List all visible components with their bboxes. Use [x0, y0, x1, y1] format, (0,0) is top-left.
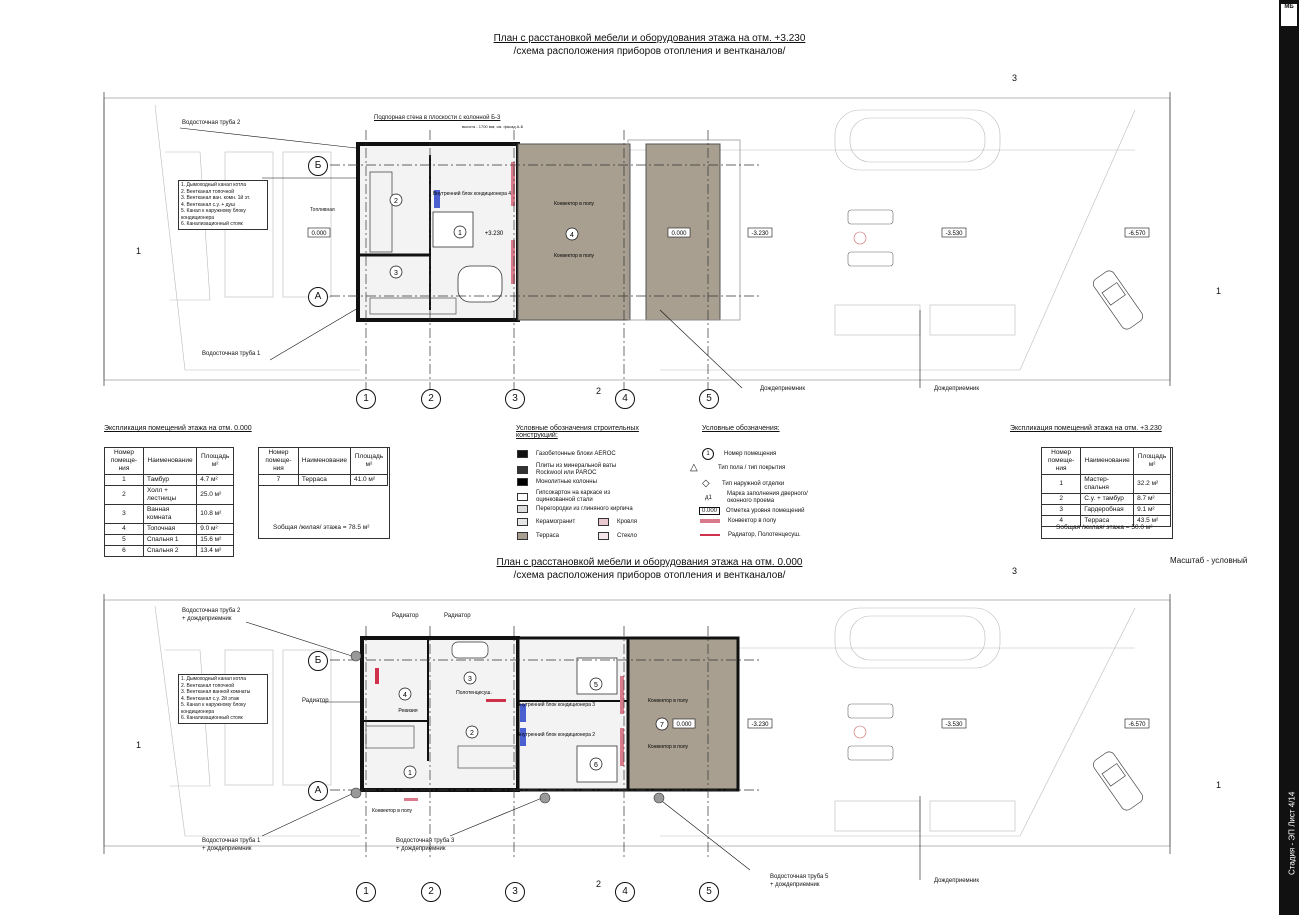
label-radiator-b: Радиатор [444, 613, 471, 619]
sheet-stage: Стадия - ЭП Лист 4/14 [1287, 791, 1296, 875]
vent-list-ground: 1. Дымоходный канал котла 2. Вентканал топочной 3. Вентканал ванной комнаты 4. Вентканал с.у. 2й этаж 5. Канал к наружному блоку кондиционера 6. Канализационный стояк [178, 674, 268, 724]
label-downpipe3: Водосточная труба 3 [396, 838, 455, 844]
axis-4-ground: 4 [615, 882, 635, 902]
legend-item: Газобетонные блоки AEROC [517, 450, 616, 458]
svg-text:-3.230: -3.230 [751, 231, 769, 237]
section-mark-2: 2 [596, 386, 602, 396]
table-row: 6 Спальня 2 13.4 м² [105, 546, 234, 557]
svg-text:2: 2 [470, 730, 474, 737]
label-downpipe2: Водосточная труба 2 [182, 120, 241, 126]
lower-plan-title [0, 556, 1299, 582]
label-downpipe2b-ground: + дождеприемник [182, 616, 232, 622]
svg-text:-6.570: -6.570 [1128, 722, 1146, 728]
section-mark-3-ground: 3 [1012, 566, 1018, 576]
legend-symbol-item: △ Тип пола / тип покрытия [690, 462, 786, 473]
lounger-icons [848, 704, 893, 760]
legend-item: Монолитные колонны [517, 478, 597, 486]
legend-item: Терраса [517, 532, 559, 540]
label-rain-inlet-ground: Дождеприемник [934, 878, 979, 884]
table-row: 3 Ванная комната 10.8 м² [105, 505, 234, 524]
axis-5-upper: 5 [699, 389, 719, 409]
svg-text:Конвектор в полу: Конвектор в полу [371, 808, 413, 814]
room-3: 3 [394, 270, 398, 277]
legend-symbol-item: ◇ Тип наружной отделки [702, 478, 785, 489]
svg-text:-3.530: -3.530 [945, 231, 963, 237]
table-row: 4 Топочная 9.0 м² [105, 524, 234, 535]
table-row: 5 Спальня 1 15.6 м² [105, 535, 234, 546]
table-row: 4 Терраса 43.5 м² [1042, 516, 1171, 527]
axis-2-ground: 2 [421, 882, 441, 902]
label-rain-inlet-b: Дождеприемник [934, 386, 979, 392]
legend-item: Гипсокартон на каркасе из оцинкованной стали [517, 490, 626, 503]
table-ground-extra-box [258, 447, 390, 539]
section-mark-1-right: 1 [1216, 286, 1222, 296]
legend-item: Перегородки из глиняного кирпича [517, 505, 633, 513]
label-rain-inlet-a: Дождеприемник [760, 386, 805, 392]
svg-text:-3.230: -3.230 [751, 722, 769, 728]
label-radiator-a: Радиатор [392, 613, 419, 619]
svg-text:1: 1 [408, 770, 412, 777]
car-icon [1091, 750, 1145, 813]
svg-text:0.000: 0.000 [311, 231, 327, 237]
svg-text:0.000: 0.000 [676, 722, 692, 728]
section-mark-1-ground-left: 1 [136, 740, 142, 750]
section-mark-1-ground-right: 1 [1216, 780, 1222, 790]
svg-text:Внутренний блок кондиционера 2: Внутренний блок кондиционера 2 [516, 732, 596, 738]
label-downpipe5b: + дождеприемник [770, 882, 820, 888]
svg-text:0.000: 0.000 [671, 231, 687, 237]
lower-title-line2: /схема расположения приборов отопления и вентканалов/ [513, 570, 786, 581]
section-mark-3-top: 3 [1012, 73, 1018, 83]
car-icon [1091, 269, 1145, 332]
label-stovepipe: Топливная [310, 207, 335, 213]
room-4: 4 [570, 232, 574, 239]
table-upper: Номер помеще-ния Наименование Площадь м² 1 Мастер-спальня 32.2 м² 2 С.у. + тамбур 8.7 м² 3 Гардеробная 9.1 м² 4 Терраса 43.5 м² [1041, 447, 1171, 527]
table-row: 2 Холл + лестницы 25.0 м² [105, 486, 234, 505]
label-downpipe1: Водосточная труба 1 [202, 351, 261, 357]
table-ground: Номер помеще-ния Наименование Площадь м² 1 Тамбур 4.7 м² 2 Холл + лестницы 25.0 м² 3 Ванная комната 10.8 м² 4 Топочная 9.0 м² 5 Спальня 1 15.6 м² 6 Спальня 2 13.4 м² [104, 447, 234, 557]
upper-plan-title [0, 32, 1299, 58]
table-ground-extra: Номер помеще-ния Наименование Площадь м² 7 Терраса 41.0 м² [258, 447, 388, 486]
axis-5-ground: 5 [699, 882, 719, 902]
axis-4-upper: 4 [615, 389, 635, 409]
lower-title-line1: План с расстановкой мебели и оборудования этажа на отм. 0.000 [496, 557, 803, 568]
upper-title-line2: /схема расположения приборов отопления и вентканалов/ [513, 46, 786, 57]
title-block-strip [1279, 0, 1299, 915]
table-row: 7 Терраса 41.0 м² [259, 475, 388, 486]
company-logo: МБ [1281, 4, 1297, 26]
upper-title-line1: План с расстановкой мебели и оборудования этажа на отм. +3.230 [493, 33, 806, 44]
axis-1-ground: 1 [356, 882, 376, 902]
table-upper-box [1041, 447, 1173, 539]
table-upper-caption: Экспликация помещений этажа на отм. +3.230 [1010, 425, 1162, 432]
label-radiator-c: Радиатор [302, 698, 329, 704]
table-upper-total: Sобщая /жилая/ этажа = 50.0 м² [1056, 524, 1153, 531]
legend-item: Плиты из минеральной ваты Rockwool или PAROC [517, 463, 626, 476]
svg-text:7: 7 [660, 722, 664, 729]
svg-text:Конвектор в полу: Конвектор в полу [647, 744, 689, 750]
svg-text:Конвектор в полу: Конвектор в полу [553, 201, 595, 207]
svg-text:Конвектор в полу: Конвектор в полу [553, 253, 595, 259]
legend-item: Керамогранит [517, 518, 575, 526]
room-2: 1 [458, 230, 462, 237]
legend-item: Стекло [598, 532, 637, 540]
table-ground-caption: Экспликация помещений этажа на отм. 0.000 [104, 425, 252, 432]
legend-symbol-item: Конвектор в полу [700, 518, 776, 524]
svg-text:3: 3 [468, 676, 472, 683]
level-marks [673, 719, 1149, 728]
svg-text:Полотенцесуш.: Полотенцесуш. [456, 690, 492, 696]
axis-a-ground: А [308, 781, 328, 801]
room-1: 2 [394, 198, 398, 205]
table-row: 1 Мастер-спальня 32.2 м² [1042, 475, 1171, 494]
legend-symbols-caption: Условные обозначения: [702, 425, 780, 432]
svg-text:Внутренний блок кондиционера 4: Внутренний блок кондиционера 4 [432, 191, 512, 197]
vent-list-upper: 1. Дымоходный канал котла 2. Вентканал топочной 3. Вентканал вaн. комн. 1й эт. 4. Вентканал с.у. + душ 5. Канал к наружному блоку кондиционера 6. Канализационный стояк [178, 180, 268, 230]
axis-b-ground: Б [308, 651, 328, 671]
svg-text:Внутренний блок кондиционера 3: Внутренний блок кондиционера 3 [516, 702, 596, 708]
scale-note: Масштаб - условный [1170, 556, 1248, 565]
section-mark-1-left: 1 [136, 246, 142, 256]
axis-3-upper: 3 [505, 389, 525, 409]
table-row: 3 Гардеробная 9.1 м² [1042, 505, 1171, 516]
axis-3-ground: 3 [505, 882, 525, 902]
ground-floor-plan [0, 586, 1280, 886]
lounger-icons [848, 210, 893, 266]
svg-text:4: 4 [403, 692, 407, 699]
label-downpipe2-ground: Водосточная труба 2 [182, 608, 241, 614]
svg-text:Конвектор в полу: Конвектор в полу [647, 698, 689, 704]
label-downpipe3b: + дождеприемник [396, 846, 446, 852]
axis-a-upper: А [308, 287, 328, 307]
section-mark-2-ground: 2 [596, 879, 602, 889]
axis-2-upper: 2 [421, 389, 441, 409]
svg-text:Ревизия: Ревизия [398, 708, 418, 714]
legend-item: Кровля [598, 518, 637, 526]
svg-text:5: 5 [594, 682, 598, 689]
legend-symbol-item: 1 Номер помещения [702, 448, 776, 460]
legend-construction-caption: Условные обозначения строительных конструкций: [516, 425, 639, 439]
svg-text:+3.230: +3.230 [484, 231, 504, 237]
table-row: 1 Тамбур 4.7 м² [105, 475, 234, 486]
svg-text:6: 6 [594, 762, 598, 769]
label-retaining-wall: Подпорная стена в плоскости с колонной Б-3 [374, 115, 501, 121]
legend-symbol-item: 0.000 Отметка уровня помещений [699, 507, 805, 515]
label-wall-height: высота - 1700 мм; см. фасад А-Б [462, 124, 524, 129]
label-downpipe1-ground: Водосточная труба 1 [202, 838, 261, 844]
legend-symbol-item: Радиатор, Полотенцесуш. [700, 532, 801, 538]
table-ground-total: Sобщая /жилая/ этажа = 78.5 м² [273, 524, 370, 531]
axis-b-upper: Б [308, 156, 328, 176]
label-downpipe5: Водосточная труба 5 [770, 874, 829, 880]
table-row: 2 С.у. + тамбур 8.7 м² [1042, 494, 1171, 505]
axis-1-upper: 1 [356, 389, 376, 409]
svg-text:-6.570: -6.570 [1128, 231, 1146, 237]
svg-text:-3.530: -3.530 [945, 722, 963, 728]
landscape-lines [155, 105, 1135, 370]
label-downpipe1b-ground: + дождеприемник [202, 846, 252, 852]
legend-symbol-item: д1 Марка заполнения дверного/оконного проема [705, 491, 808, 504]
